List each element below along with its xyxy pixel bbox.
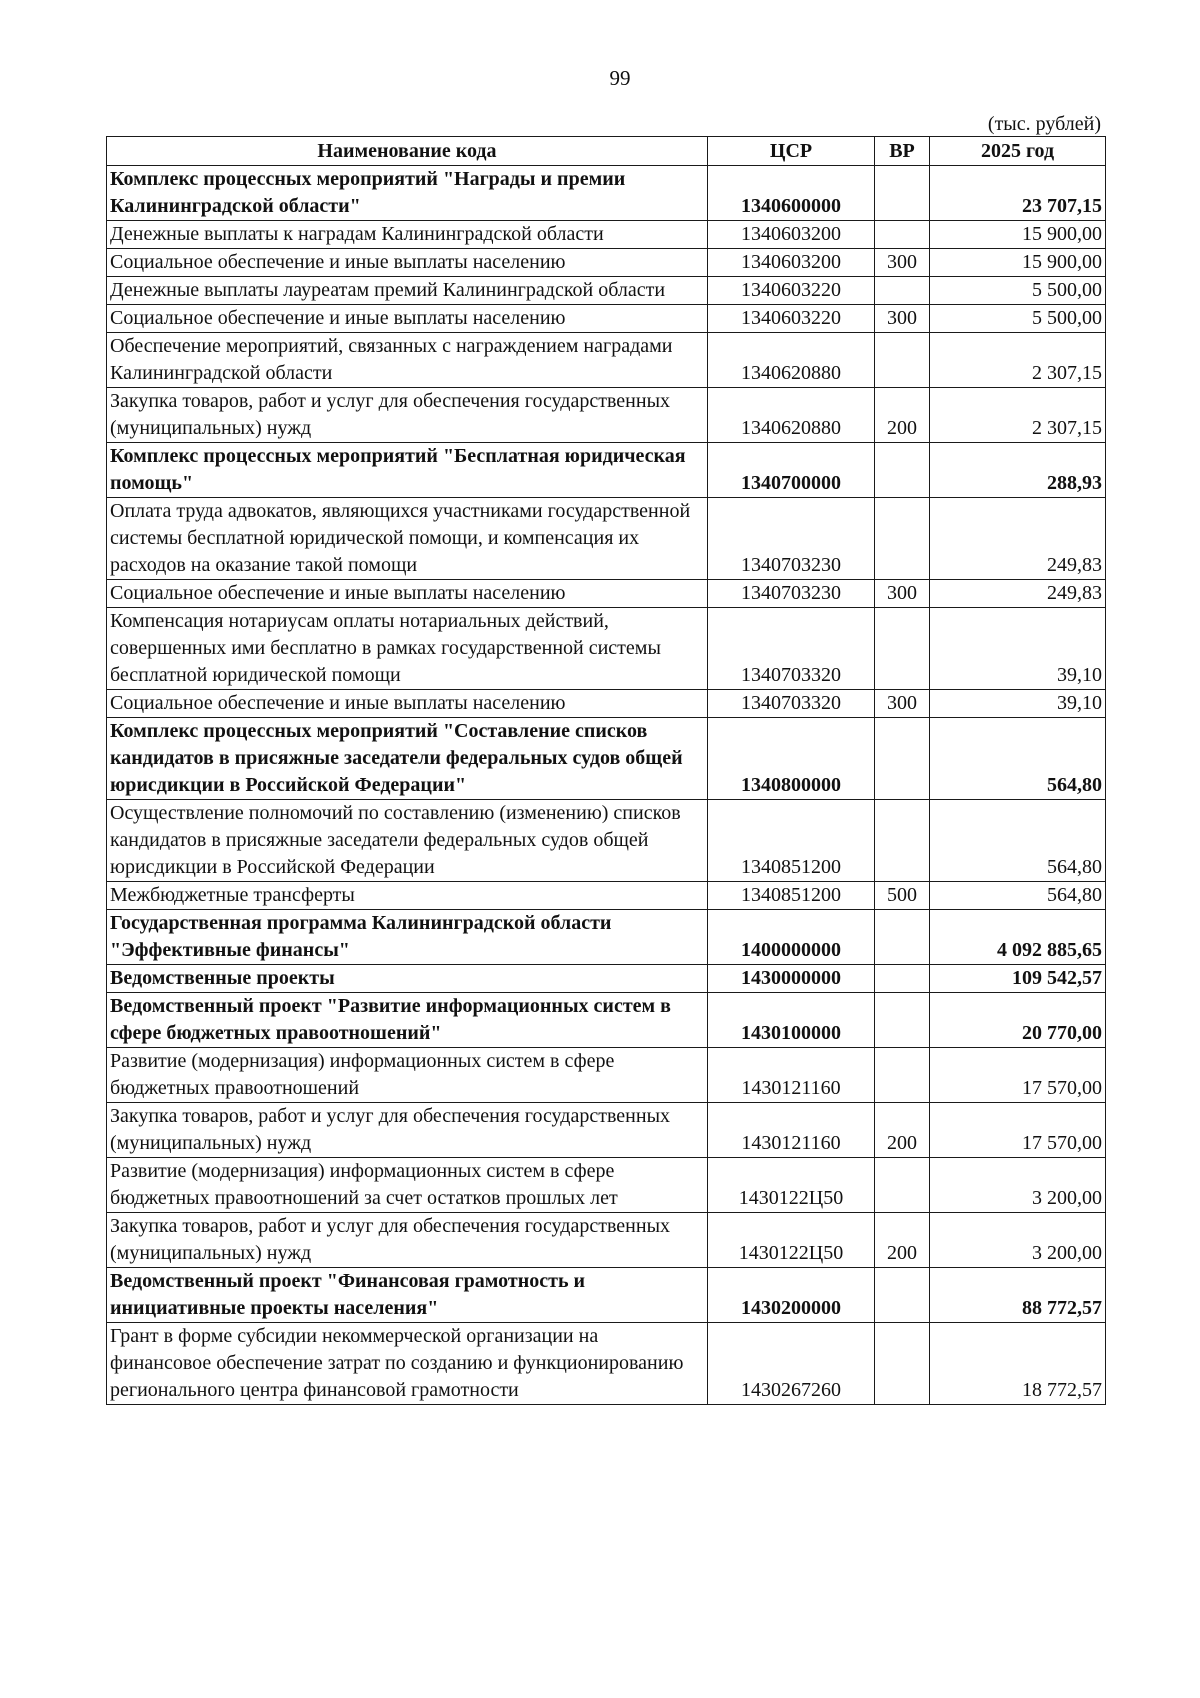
row-csr-code: 1340800000 [708,718,875,800]
row-amount: 4 092 885,65 [930,910,1106,965]
row-csr-code: 1430121160 [708,1048,875,1103]
row-csr-code: 1430267260 [708,1323,875,1405]
row-amount: 39,10 [930,608,1106,690]
row-amount: 23 707,15 [930,166,1106,221]
row-name: Государственная программа Калининградской области "Эффективные финансы" [107,910,708,965]
row-vr-code [875,333,930,388]
row-amount: 39,10 [930,690,1106,718]
row-vr-code: 200 [875,388,930,443]
row-csr-code: 1340851200 [708,800,875,882]
row-amount: 3 200,00 [930,1213,1106,1268]
table-row [107,333,1106,388]
row-amount: 564,80 [930,718,1106,800]
header-sum: 2025 год [930,137,1106,166]
table-row [107,1158,1106,1213]
row-csr-code: 1340603220 [708,305,875,333]
row-name: Комплекс процессных мероприятий "Бесплатная юридическая помощь" [107,443,708,498]
row-vr-code [875,608,930,690]
table-body [107,166,1106,1405]
row-csr-code: 1340703320 [708,690,875,718]
row-vr-code [875,166,930,221]
row-csr-code: 1430121160 [708,1103,875,1158]
table-row [107,1268,1106,1323]
row-amount: 88 772,57 [930,1268,1106,1323]
table-row [107,498,1106,580]
row-vr-code: 300 [875,305,930,333]
table-row [107,1323,1106,1405]
budget-table [106,136,1106,1405]
table-row [107,1048,1106,1103]
table-row [107,690,1106,718]
row-name: Комплекс процессных мероприятий "Составление списков кандидатов в присяжные заседатели федеральных судов общей юрисдикции в Российской Федерации" [107,718,708,800]
row-amount: 15 900,00 [930,249,1106,277]
row-vr-code: 300 [875,580,930,608]
row-amount: 15 900,00 [930,221,1106,249]
table-row [107,166,1106,221]
row-csr-code: 1430000000 [708,965,875,993]
row-vr-code [875,965,930,993]
row-vr-code [875,221,930,249]
row-name: Компенсация нотариусам оплаты нотариальных действий, совершенных ими бесплатно в рамках государственной системы бесплатной юридической помощи [107,608,708,690]
row-name: Денежные выплаты лауреатам премий Калининградской области [107,277,708,305]
row-vr-code [875,1323,930,1405]
table-row [107,882,1106,910]
row-name: Ведомственные проекты [107,965,708,993]
row-csr-code: 1340851200 [708,882,875,910]
row-name: Комплекс процессных мероприятий "Награды и премии Калининградской области" [107,166,708,221]
row-vr-code [875,718,930,800]
table-row [107,1213,1106,1268]
row-name: Ведомственный проект "Развитие информационных систем в сфере бюджетных правоотношений" [107,993,708,1048]
row-csr-code: 1340700000 [708,443,875,498]
row-vr-code: 300 [875,690,930,718]
units-note: (тыс. рублей) [987,113,1101,135]
table-row [107,718,1106,800]
row-vr-code [875,277,930,305]
row-name: Закупка товаров, работ и услуг для обеспечения государственных (муниципальных) нужд [107,1103,708,1158]
row-name: Межбюджетные трансферты [107,882,708,910]
row-csr-code: 1430200000 [708,1268,875,1323]
table-row [107,608,1106,690]
table-row [107,277,1106,305]
row-csr-code: 1340703230 [708,498,875,580]
row-amount: 2 307,15 [930,333,1106,388]
table-row [107,249,1106,277]
header-name: Наименование кода [107,137,708,166]
row-amount: 5 500,00 [930,305,1106,333]
row-vr-code: 200 [875,1103,930,1158]
row-csr-code: 1340703230 [708,580,875,608]
row-name: Грант в форме субсидии некоммерческой организации на финансовое обеспечение затрат по созданию и функционированию регионального центра финансовой грамотности [107,1323,708,1405]
row-csr-code: 1340703320 [708,608,875,690]
row-vr-code: 300 [875,249,930,277]
row-vr-code: 200 [875,1213,930,1268]
row-name: Социальное обеспечение и иные выплаты населению [107,249,708,277]
table-row [107,388,1106,443]
row-vr-code [875,498,930,580]
table-row [107,800,1106,882]
row-amount: 288,93 [930,443,1106,498]
table-row [107,221,1106,249]
table-row [107,993,1106,1048]
table-row [107,965,1106,993]
row-vr-code [875,910,930,965]
table-row [107,910,1106,965]
table-header-row [107,137,1106,166]
row-amount: 249,83 [930,498,1106,580]
row-name: Оплата труда адвокатов, являющихся участниками государственной системы бесплатной юридической помощи, и компенсация их расходов на оказание такой помощи [107,498,708,580]
row-csr-code: 1430122Ц50 [708,1213,875,1268]
row-csr-code: 1430122Ц50 [708,1158,875,1213]
header-vr: ВР [875,137,930,166]
row-csr-code: 1430100000 [708,993,875,1048]
table-row [107,580,1106,608]
row-amount: 3 200,00 [930,1158,1106,1213]
row-name: Закупка товаров, работ и услуг для обеспечения государственных (муниципальных) нужд [107,388,708,443]
row-vr-code [875,993,930,1048]
row-name: Социальное обеспечение и иные выплаты населению [107,580,708,608]
row-name: Развитие (модернизация) информационных систем в сфере бюджетных правоотношений [107,1048,708,1103]
row-csr-code: 1400000000 [708,910,875,965]
row-name: Денежные выплаты к наградам Калининградской области [107,221,708,249]
row-name: Обеспечение мероприятий, связанных с награждением наградами Калининградской области [107,333,708,388]
row-amount: 20 770,00 [930,993,1106,1048]
row-name: Закупка товаров, работ и услуг для обеспечения государственных (муниципальных) нужд [107,1213,708,1268]
row-name: Ведомственный проект "Финансовая грамотность и инициативные проекты населения" [107,1268,708,1323]
row-vr-code [875,1158,930,1213]
row-csr-code: 1340603220 [708,277,875,305]
table-row [107,305,1106,333]
row-csr-code: 1340620880 [708,388,875,443]
row-name: Социальное обеспечение и иные выплаты населению [107,305,708,333]
row-name: Развитие (модернизация) информационных систем в сфере бюджетных правоотношений за счет остатков прошлых лет [107,1158,708,1213]
row-vr-code [875,1048,930,1103]
row-amount: 2 307,15 [930,388,1106,443]
row-amount: 564,80 [930,800,1106,882]
header-csr: ЦСР [708,137,875,166]
row-amount: 17 570,00 [930,1048,1106,1103]
row-csr-code: 1340603200 [708,221,875,249]
row-amount: 109 542,57 [930,965,1106,993]
row-vr-code [875,1268,930,1323]
row-amount: 249,83 [930,580,1106,608]
row-name: Осуществление полномочий по составлению (изменению) списков кандидатов в присяжные заседатели федеральных судов общей юрисдикции в Российской Федерации [107,800,708,882]
row-csr-code: 1340620880 [708,333,875,388]
table-row [107,1103,1106,1158]
row-csr-code: 1340600000 [708,166,875,221]
row-vr-code [875,443,930,498]
row-name: Социальное обеспечение и иные выплаты населению [107,690,708,718]
row-amount: 564,80 [930,882,1106,910]
page-number: 99 [609,66,631,90]
row-amount: 5 500,00 [930,277,1106,305]
row-vr-code: 500 [875,882,930,910]
row-csr-code: 1340603200 [708,249,875,277]
row-vr-code [875,800,930,882]
table-row [107,443,1106,498]
row-amount: 18 772,57 [930,1323,1106,1405]
row-amount: 17 570,00 [930,1103,1106,1158]
